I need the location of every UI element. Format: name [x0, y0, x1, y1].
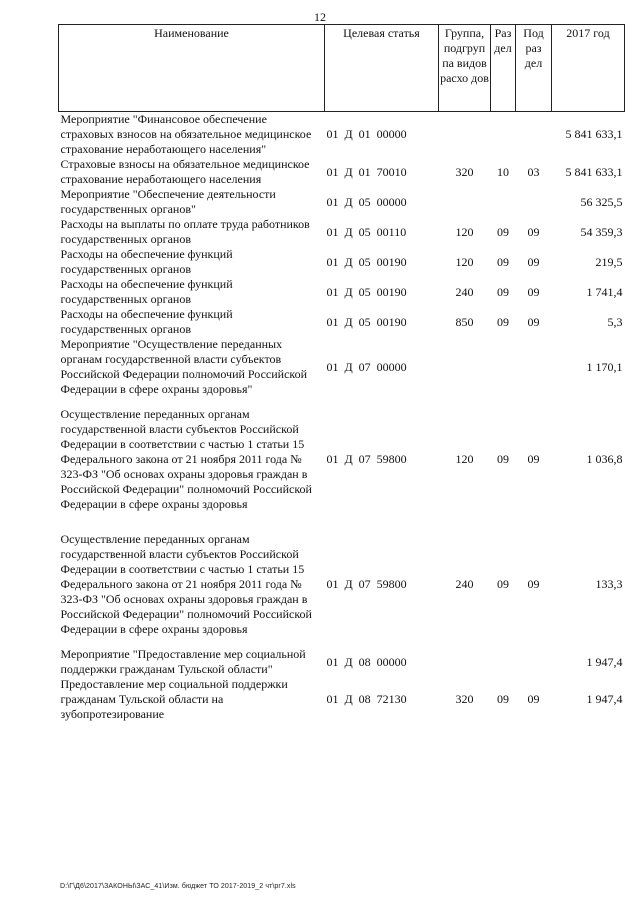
row-group: [439, 187, 491, 217]
row-subsection: 09: [527, 254, 540, 269]
row-group: 120: [455, 224, 474, 239]
row-subsection: 09: [527, 577, 540, 591]
table-row: [59, 247, 625, 277]
row-section: [491, 112, 516, 158]
row-group: [439, 647, 491, 677]
table-row: [59, 337, 625, 397]
file-path-footer: D:\Г\Д6\2017\ЗАКОНЫ\ЗАС_41\Изм. бюджет ТО 2017-2019_2 чт\pr7.xls: [60, 883, 296, 890]
row-subsection: [516, 112, 552, 158]
row-amount: 133,3: [595, 577, 623, 591]
row-subsection: [516, 337, 552, 397]
row-group: 120: [455, 254, 474, 269]
row-target-code: 01 Д 05 00110: [326, 224, 407, 239]
row-amount: 5,3: [607, 314, 623, 329]
row-section: 09: [497, 452, 509, 466]
row-section: 09: [497, 224, 509, 239]
row-target-code: 01 Д 05 00000: [326, 194, 407, 209]
row-name: Расходы на выплаты по оплате труда работников государственных органов: [60, 217, 310, 246]
budget-table: [58, 24, 625, 722]
row-name: Расходы на обеспечение функций государственных органов: [60, 277, 233, 306]
row-section: 09: [497, 254, 509, 269]
row-group: [439, 337, 491, 397]
table-row: [59, 307, 625, 337]
table-row: [59, 217, 625, 247]
row-section: 09: [497, 314, 509, 329]
row-name: Предоставление мер социальной поддержки гражданам Тульской области на зубопротезирование: [60, 677, 288, 721]
table-row: [59, 397, 625, 522]
table-row: [59, 157, 625, 187]
row-section: 09: [497, 692, 509, 706]
row-group: 320: [455, 692, 474, 706]
row-subsection: 09: [527, 452, 540, 466]
table-row: [59, 112, 625, 158]
row-amount: 1 947,4: [586, 692, 623, 706]
row-subsection: 09: [527, 224, 540, 239]
table-body: [59, 112, 625, 723]
table-row: [59, 647, 625, 677]
header-section: Раз дел: [491, 25, 516, 112]
row-amount: 1 947,4: [586, 654, 623, 669]
row-group: [439, 112, 491, 158]
row-target-code: 01 Д 05 00190: [326, 284, 407, 299]
row-target-code: 01 Д 05 00190: [326, 314, 407, 329]
row-name: Расходы на обеспечение функций государственных органов: [60, 247, 233, 276]
row-amount: 5 841 633,1: [565, 164, 623, 179]
header-subsection: Под раз дел: [516, 25, 552, 112]
row-section: 10: [497, 164, 509, 179]
row-target-code: 01 Д 08 00000: [326, 654, 407, 669]
table-row: [59, 522, 625, 647]
row-name: Осуществление переданных органам государственной власти субъектов Российской Федерации в соответствии с частью 1 статьи 15 Федерального закона от 21 ноября 2011 года № 323-ФЗ "Об основах охраны здоровья граждан в Российской Федерации" полномочий Российской Федерации в сфере охраны здоровья: [60, 532, 312, 636]
row-subsection: [516, 647, 552, 677]
row-target-code: 01 Д 08 72130: [326, 692, 407, 706]
row-amount: 54 359,3: [580, 224, 623, 239]
row-target-code: 01 Д 07 59800: [326, 577, 407, 591]
row-name: Мероприятие "Финансовое обеспечение страховых взносов на обязательное медицинское страхование неработающего населения": [60, 112, 312, 156]
row-section: 09: [497, 284, 509, 299]
row-amount: 1 170,1: [586, 359, 623, 374]
table-row: [59, 187, 625, 217]
row-amount: 219,5: [595, 254, 623, 269]
row-group: 240: [455, 284, 474, 299]
row-subsection: 03: [527, 164, 540, 179]
row-name: Осуществление переданных органам государственной власти субъектов Российской Федерации в соответствии с частью 1 статьи 15 Федерального закона от 21 ноября 2011 года № 323-ФЗ "Об основах охраны здоровья граждан в Российской Федерации" полномочий Российской Федерации в сфере охраны здоровья: [60, 407, 312, 511]
row-group: 240: [455, 577, 474, 591]
header-target: Целевая статья: [325, 25, 439, 112]
row-amount: 1 036,8: [586, 452, 623, 466]
row-subsection: 09: [527, 284, 540, 299]
row-amount: 56 325,5: [580, 194, 623, 209]
row-name: Мероприятие "Предоставление мер социальной поддержки гражданам Тульской области": [60, 647, 306, 676]
row-name: Страховые взносы на обязательное медицинское страхование неработающего населения: [60, 157, 310, 186]
header-row: [59, 25, 625, 112]
header-year: 2017 год: [552, 25, 625, 112]
row-target-code: 01 Д 05 00190: [326, 254, 407, 269]
header-group: Группа, подгруп па видов расхо дов: [439, 25, 491, 112]
row-amount: 1 741,4: [586, 284, 623, 299]
row-target-code: 01 Д 07 59800: [326, 452, 407, 466]
row-subsection: 09: [527, 314, 540, 329]
table-row: [59, 677, 625, 722]
row-section: [491, 337, 516, 397]
page-number: 12: [314, 10, 326, 24]
row-name: Мероприятие "Осуществление переданных органам государственной власти субъектов Российской Федерации полномочий Российской Федерации в сфере охраны здоровья": [60, 337, 308, 396]
row-target-code: 01 Д 07 00000: [326, 359, 407, 374]
table-row: [59, 277, 625, 307]
header-name: Наименование: [59, 25, 325, 112]
row-target-code: 01 Д 01 00000: [326, 127, 407, 141]
row-section: [491, 187, 516, 217]
row-name: Расходы на обеспечение функций государственных органов: [60, 307, 233, 336]
row-amount: 5 841 633,1: [565, 127, 623, 141]
row-name: Мероприятие "Обеспечение деятельности государственных органов": [60, 187, 276, 216]
row-section: [491, 647, 516, 677]
row-target-code: 01 Д 01 70010: [326, 164, 407, 179]
row-subsection: 09: [527, 692, 540, 706]
row-group: 120: [455, 452, 474, 466]
row-group: 320: [455, 164, 474, 179]
row-subsection: [516, 187, 552, 217]
row-group: 850: [455, 314, 474, 329]
row-section: 09: [497, 577, 509, 591]
